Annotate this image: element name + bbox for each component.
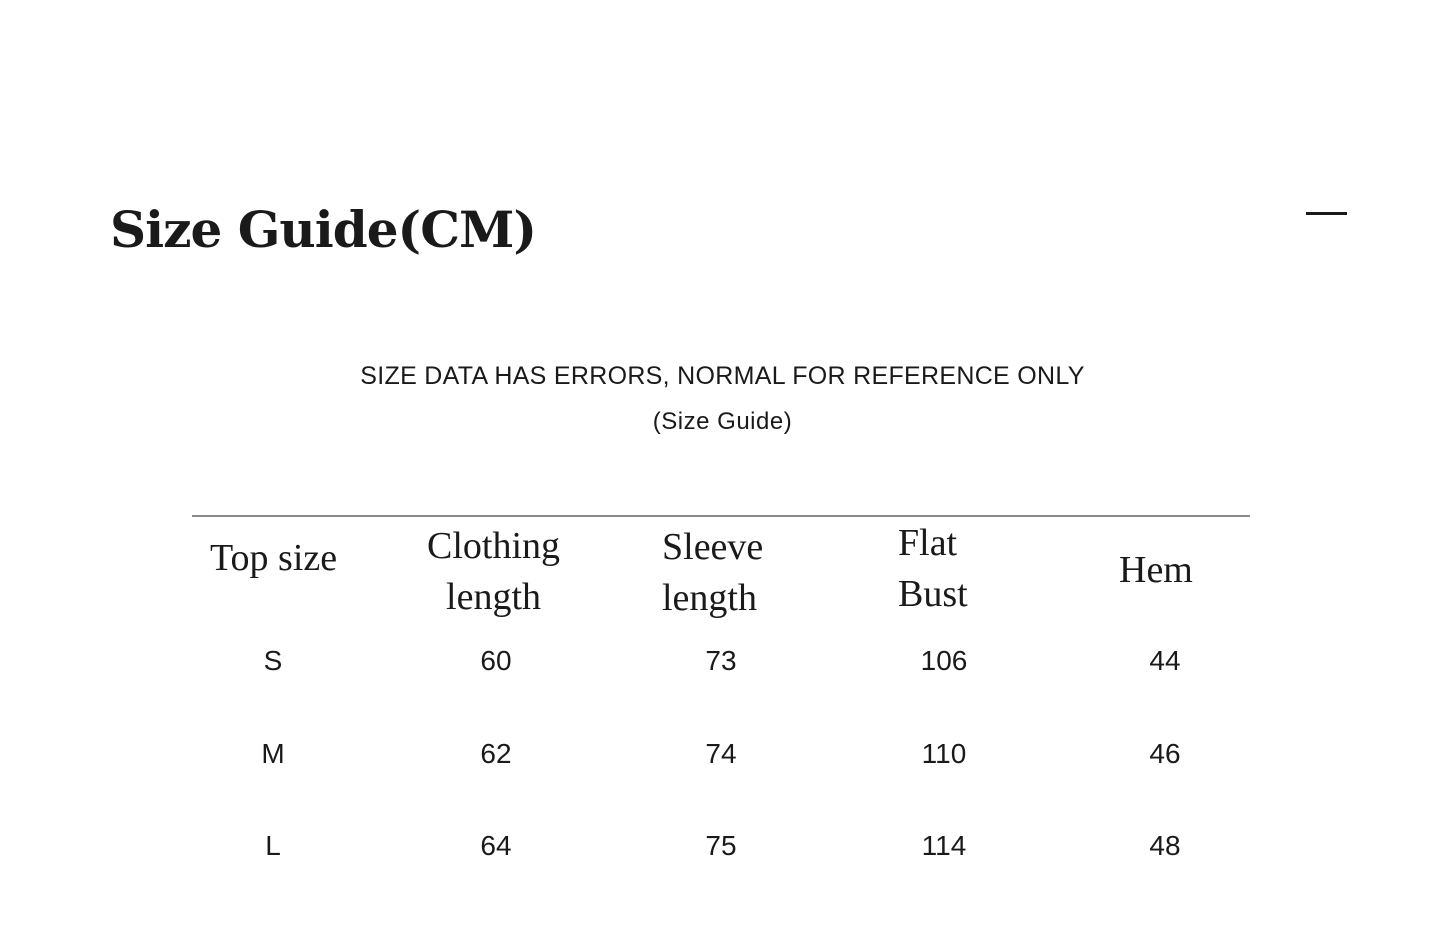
cell-flat-bust: 114 [921, 830, 967, 861]
header-top-size [210, 533, 337, 584]
cell-clothing-length: 62 [480, 738, 512, 769]
cell-sleeve-length: 73 [705, 645, 737, 676]
header-sleeve-length-line1: Sleeve [662, 526, 764, 568]
header-flat-bust-line2: Bust [898, 573, 968, 615]
size-guide-subtitle: (Size Guide) [652, 408, 793, 435]
header-clothing-length [427, 521, 560, 623]
cell-size: S [263, 645, 283, 676]
cell-size: M [261, 738, 285, 769]
cell-clothing-length: 60 [480, 645, 512, 676]
cell-sleeve-length: 74 [705, 738, 737, 769]
page-title: Size Guide(CM) [110, 200, 536, 259]
header-top-size-label: Top size [210, 537, 338, 579]
cell-size: L [265, 830, 281, 861]
header-clothing-length-line2: length [446, 576, 541, 618]
header-flat-bust [898, 518, 968, 620]
header-flat-bust-line1: Flat [898, 522, 958, 564]
cell-hem: 44 [1149, 645, 1181, 676]
header-clothing-length-line1: Clothing [427, 525, 561, 567]
cell-sleeve-length: 75 [705, 830, 737, 861]
minimize-dash-icon [1306, 212, 1347, 215]
header-sleeve-length [662, 522, 763, 624]
cell-hem: 48 [1149, 830, 1181, 861]
header-hem-label: Hem [1119, 549, 1193, 591]
cell-clothing-length: 64 [480, 830, 512, 861]
cell-hem: 46 [1149, 738, 1181, 769]
cell-flat-bust: 106 [920, 645, 968, 676]
cell-flat-bust: 110 [921, 738, 967, 769]
header-hem [1119, 545, 1193, 596]
header-sleeve-length-line2: length [662, 577, 757, 619]
table-top-rule [192, 515, 1250, 517]
reference-notice: SIZE DATA HAS ERRORS, NORMAL FOR REFERENCE ONLY [360, 362, 1085, 390]
